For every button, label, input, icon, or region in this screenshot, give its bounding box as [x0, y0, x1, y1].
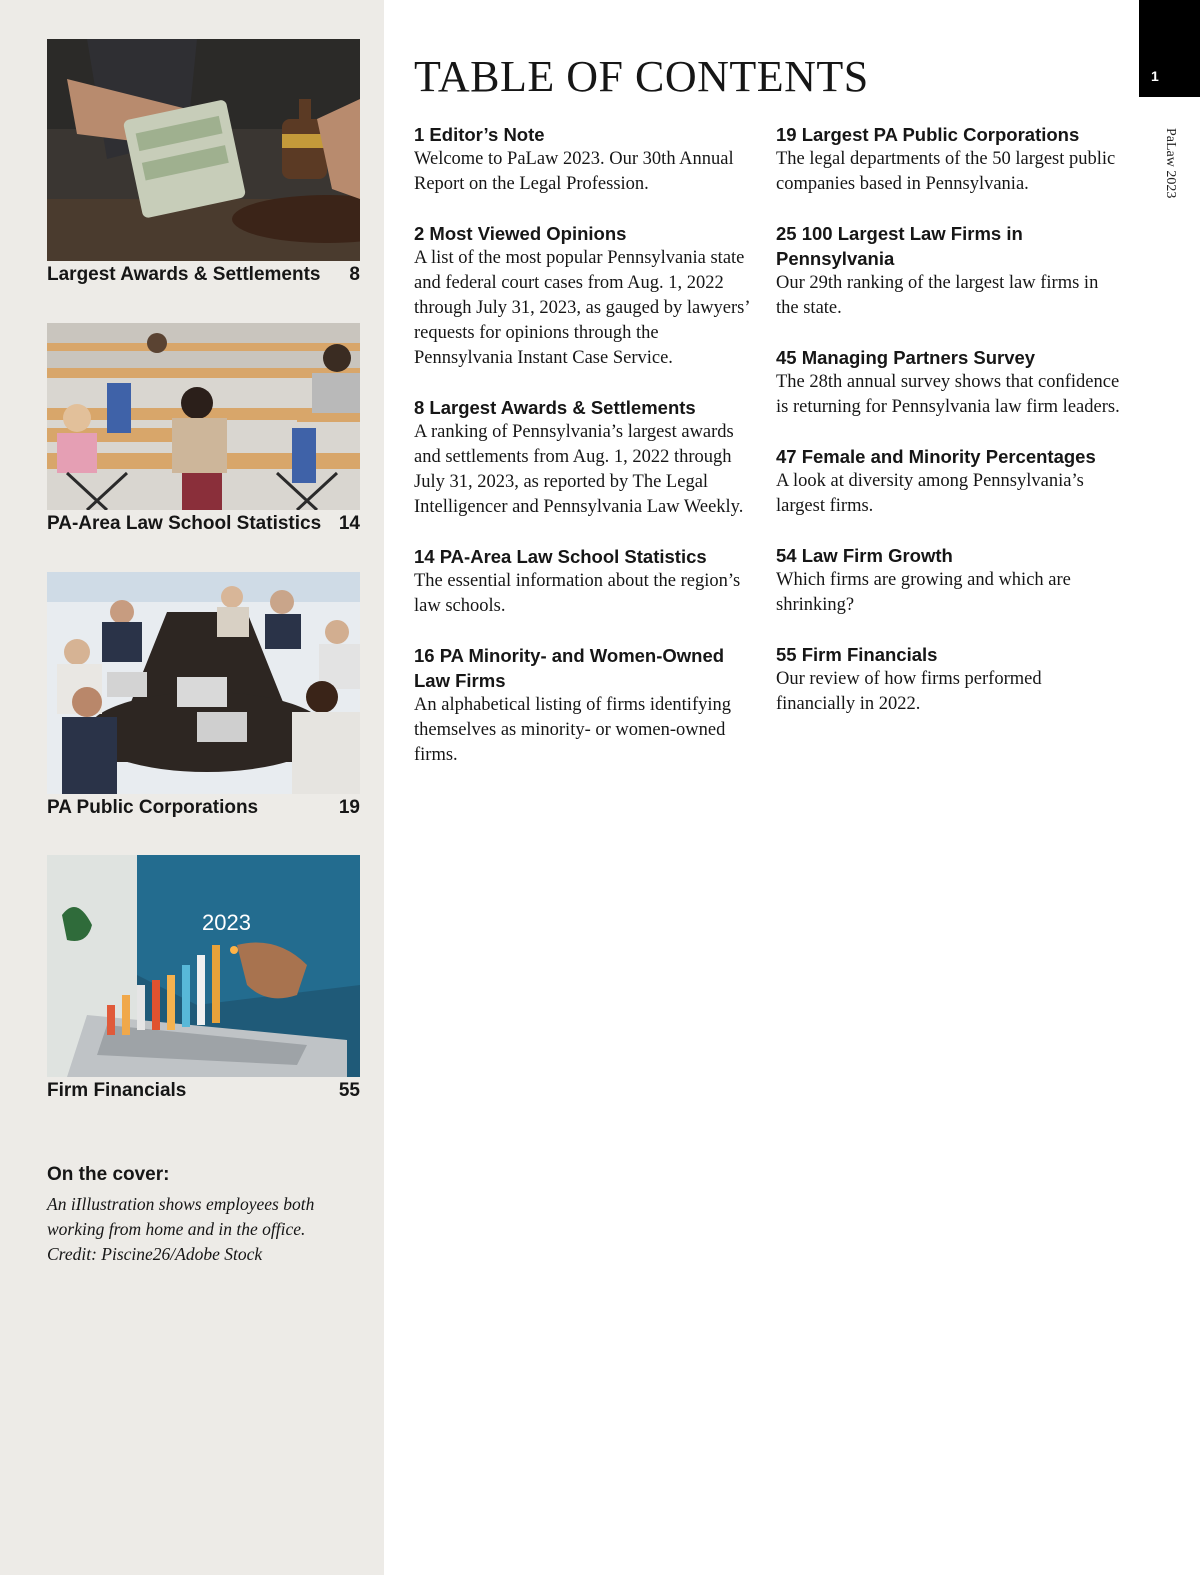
feature-firm-financials[interactable]	[47, 855, 360, 1102]
toc-entry-description: A list of the most popular Pennsylvania state and federal court cases from Aug. 1, 2022 through July 31, 2023, as gauged by lawyers’ requests for opinions through the Pennsylvania Instant Case Service.	[414, 248, 750, 368]
toc-entry[interactable]	[414, 221, 759, 371]
toc-entry[interactable]	[776, 122, 1121, 197]
toc-entry[interactable]	[414, 122, 759, 197]
toc-entry-description: The essential information about the region’s law schools.	[414, 571, 741, 616]
photo-exam-classroom	[47, 323, 360, 510]
feature-label: PA Public Corporations	[47, 797, 259, 818]
toc-entry-heading: 8 Largest Awards & Settlements	[414, 397, 696, 418]
toc-entry[interactable]	[776, 444, 1121, 519]
toc-entry[interactable]	[414, 643, 759, 768]
toc-entry[interactable]	[414, 544, 759, 619]
toc-entry[interactable]	[414, 395, 759, 520]
sidebar	[0, 0, 384, 1575]
toc-entry-description: A look at diversity among Pennsylvania’s largest firms.	[776, 471, 1084, 516]
feature-page-number: 55	[338, 1080, 360, 1101]
feature-label: Firm Financials	[47, 1080, 187, 1101]
page-number: 1	[1151, 68, 1159, 84]
feature-page-number: 14	[338, 513, 360, 534]
feature-label: Largest Awards & Settlements	[47, 264, 321, 285]
feature-label: PA-Area Law School Statistics	[47, 513, 322, 534]
feature-awards[interactable]	[47, 39, 360, 286]
photo-growth-chart-laptop	[47, 855, 360, 1077]
toc-entry-heading: 54 Law Firm Growth	[776, 545, 953, 566]
feature-law-school[interactable]	[47, 323, 360, 535]
feature-page-number: 19	[338, 797, 360, 818]
page-title: TABLE OF CONTENTS	[414, 52, 869, 101]
toc-entry-description: Which firms are growing and which are shrinking?	[776, 570, 1071, 615]
toc-entry-description: Our review of how firms performed financially in 2022.	[776, 669, 1042, 714]
toc-entry-heading: 16 PA Minority- and Women-Owned Law Firms	[414, 645, 725, 691]
toc-entry-heading: 25 100 Largest Law Firms in Pennsylvania	[776, 223, 1023, 269]
toc-entry-description: The 28th annual survey shows that confidence is returning for Pennsylvania law firm leaders.	[776, 372, 1120, 417]
toc-entry-description: An alphabetical listing of firms identifying themselves as minority- or women-owned firms.	[414, 695, 732, 765]
feature-page-number: 8	[349, 264, 360, 285]
page-number-tab	[1139, 0, 1200, 97]
photo-boardroom-meeting	[47, 572, 360, 794]
toc-entry-description: Our 29th ranking of the largest law firms in the state.	[776, 273, 1099, 318]
toc-entry-heading: 1 Editor’s Note	[414, 124, 545, 145]
toc-entry-heading: 19 Largest PA Public Corporations	[776, 124, 1080, 145]
toc-entry-description: Welcome to PaLaw 2023. Our 30th Annual Report on the Legal Profession.	[414, 149, 734, 194]
toc-entry-heading: 55 Firm Financials	[776, 644, 938, 665]
feature-public-corporations[interactable]	[47, 572, 360, 819]
toc-column-left	[414, 122, 759, 792]
toc-entry[interactable]	[776, 543, 1121, 618]
toc-entry[interactable]	[776, 345, 1121, 420]
cover-credit-line: Credit: Piscine26/Adobe Stock	[47, 1244, 263, 1264]
toc-entry-heading: 14 PA-Area Law School Statistics	[414, 546, 707, 567]
toc-entry-heading: 45 Managing Partners Survey	[776, 347, 1036, 368]
cover-credit	[47, 1164, 367, 1267]
cover-heading: On the cover:	[47, 1164, 170, 1185]
toc-entry[interactable]	[776, 642, 1121, 717]
photo-cash-and-gavel	[47, 39, 360, 261]
toc-entry-description: A ranking of Pennsylvania’s largest awards and settlements from Aug. 1, 2022 through July 31, 2023, as reported by The Legal Intelligencer and Pennsylvania Law Weekly.	[414, 422, 744, 517]
cover-description-line: working from home and in the office.	[47, 1219, 306, 1239]
toc-entry-description: The legal departments of the 50 largest public companies based in Pennsylvania.	[776, 149, 1116, 194]
toc-column-right	[776, 122, 1121, 741]
toc-entry-heading: 2 Most Viewed Opinions	[414, 223, 627, 244]
toc-entry-heading: 47 Female and Minority Percentages	[776, 446, 1096, 467]
toc-entry[interactable]	[776, 221, 1121, 321]
running-head: PaLaw 2023	[1163, 128, 1178, 199]
photo-year-text: 2023	[202, 910, 251, 935]
cover-description-line: An iIllustration shows employees both	[47, 1194, 315, 1214]
